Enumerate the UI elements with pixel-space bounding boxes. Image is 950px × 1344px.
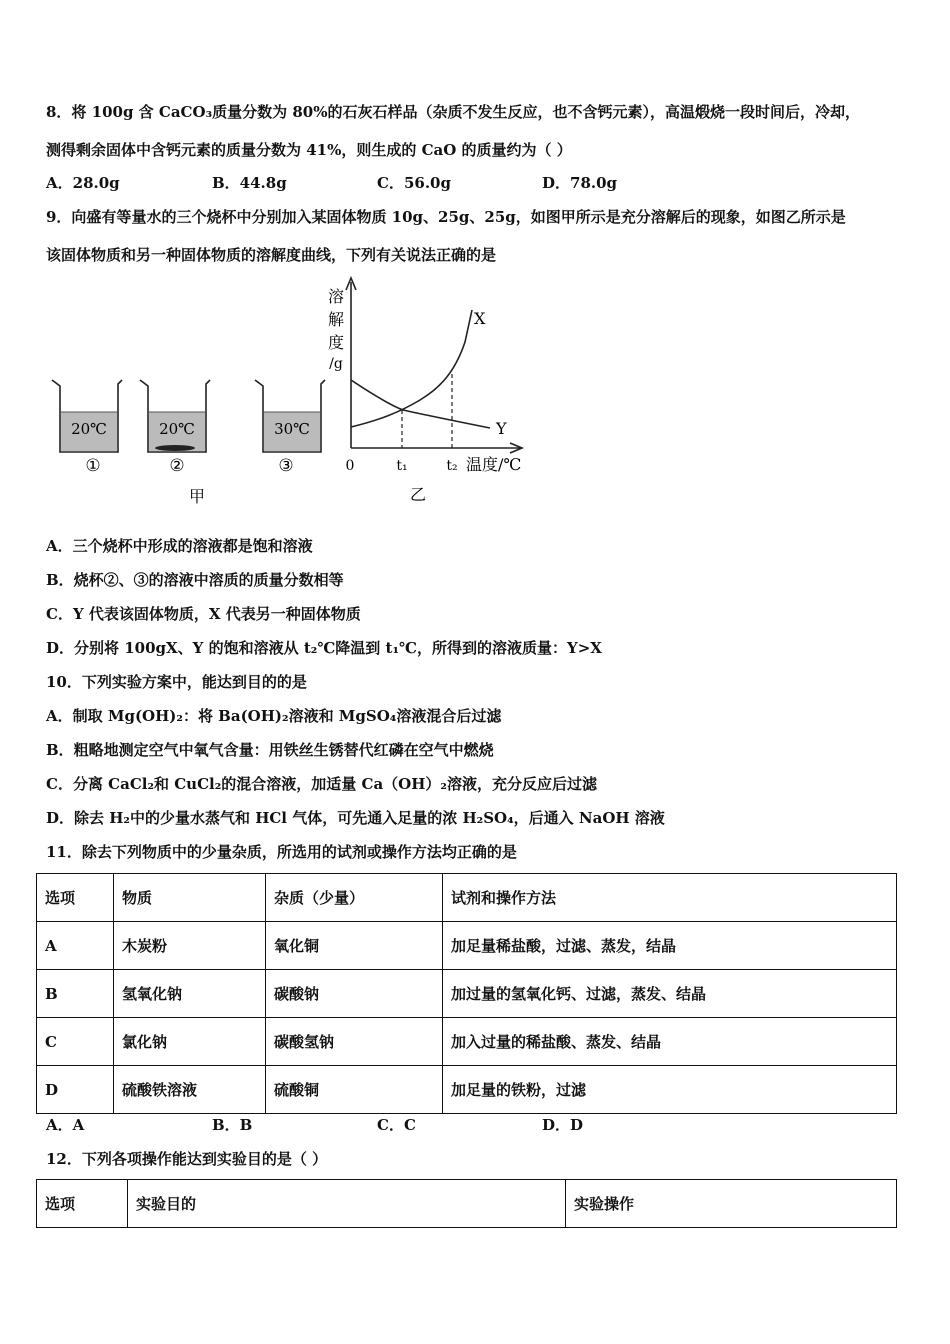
q8-option-d: D．78.0g xyxy=(542,174,618,192)
y-label-unit: /g xyxy=(329,356,343,372)
beaker-3-temp: 30℃ xyxy=(274,420,310,438)
q9-stem-line1: 9．向盛有等量水的三个烧杯中分别加入某固体物质 10g、25g、25g，如图甲所示是充分溶解后的现象，如图乙所示是 xyxy=(46,208,846,226)
q12-stem: 12．下列各项操作能达到实验目的是（ ） xyxy=(46,1150,328,1168)
table-row xyxy=(37,1066,897,1114)
q10-option-c: C．分离 CaCl₂和 CuCl₂的混合溶液，加适量 Ca（OH）₂溶液，充分反应后过滤 xyxy=(46,775,597,793)
q8-option-b: B．44.8g xyxy=(212,174,287,192)
q9-option-b: B．烧杯②、③的溶液中溶质的质量分数相等 xyxy=(46,571,344,589)
table-cell: 碳酸钠 xyxy=(266,970,443,1018)
curve-y-label: Y xyxy=(496,419,507,438)
caption-jia: 甲 xyxy=(188,487,206,506)
table-header-cell: 杂质（少量） xyxy=(266,874,443,922)
q9-option-c: C．Y 代表该固体物质，X 代表另一种固体物质 xyxy=(46,605,361,623)
q10-option-d: D．除去 H₂中的少量水蒸气和 HCl 气体，可先通入足量的浓 H₂SO₄，后通入 NaOH 溶液 xyxy=(46,809,665,827)
q8-option-a: A．28.0g xyxy=(46,174,120,192)
origin-label: 0 xyxy=(345,458,355,474)
undissolved-solid xyxy=(155,445,195,451)
q11-stem: 11．除去下列物质中的少量杂质，所选用的试剂或操作方法均正确的是 xyxy=(46,843,517,861)
table-header-cell: 实验目的 xyxy=(128,1180,566,1228)
beaker-3-label: ③ xyxy=(278,456,294,476)
beaker-1-label: ① xyxy=(85,456,101,476)
q8-stem-line1: 8．将 100g 含 CaCO₃质量分数为 80%的石灰石样品（杂质不发生反应，也不含钙元素），高温煅烧一段时间后，冷却， xyxy=(46,103,860,121)
y-label-char-2: 解 xyxy=(327,310,345,329)
table-header-cell: 选项 xyxy=(37,1180,128,1228)
table-header-cell: 选项 xyxy=(37,874,114,922)
table-cell: 加足量的铁粉，过滤 xyxy=(443,1066,897,1114)
t2-label: t₂ xyxy=(446,458,458,474)
q8-option-c: C．56.0g xyxy=(377,174,451,192)
table-row xyxy=(37,922,897,970)
q10-option-a: A．制取 Mg(OH)₂：将 Ba(OH)₂溶液和 MgSO₄溶液混合后过滤 xyxy=(46,707,502,725)
table-cell: 木炭粉 xyxy=(114,922,266,970)
t1-label: t₁ xyxy=(396,458,408,474)
q11-option-c: C．C xyxy=(377,1116,416,1134)
q11-table xyxy=(36,873,897,1114)
q9-figure xyxy=(0,272,950,512)
q9-stem-line2: 该固体物质和另一种固体物质的溶解度曲线，下列有关说法正确的是 xyxy=(46,246,497,264)
table-cell: 氯化钠 xyxy=(114,1018,266,1066)
y-label-char-3: 度 xyxy=(327,333,345,352)
table-cell: 氧化铜 xyxy=(266,922,443,970)
table-cell: 硫酸铁溶液 xyxy=(114,1066,266,1114)
table-row xyxy=(37,1018,897,1066)
table-cell: A xyxy=(37,922,114,970)
beaker-2 xyxy=(140,380,210,476)
table-header-cell: 物质 xyxy=(114,874,266,922)
table-cell: B xyxy=(37,970,114,1018)
table-header-row xyxy=(37,1180,897,1228)
curve-x xyxy=(351,310,472,427)
q11-option-d: D．D xyxy=(542,1116,584,1134)
table-row xyxy=(37,970,897,1018)
q12-table xyxy=(36,1179,897,1228)
table-header-row xyxy=(37,874,897,922)
beaker-2-temp: 20℃ xyxy=(159,420,195,438)
table-header-cell: 试剂和操作方法 xyxy=(443,874,897,922)
beaker-1-temp: 20℃ xyxy=(71,420,107,438)
y-label-char-1: 溶 xyxy=(327,287,345,306)
table-cell: 加过量的氢氧化钙、过滤，蒸发、结晶 xyxy=(443,970,897,1018)
table-cell: C xyxy=(37,1018,114,1066)
table-cell: 加入过量的稀盐酸、蒸发、结晶 xyxy=(443,1018,897,1066)
q9-option-d: D．分别将 100gX、Y 的饱和溶液从 t₂℃降温到 t₁℃，所得到的溶液质量：Y>X xyxy=(46,639,602,657)
caption-yi: 乙 xyxy=(409,485,427,504)
q8-stem-line2: 测得剩余固体中含钙元素的质量分数为 41%，则生成的 CaO 的质量约为（ ） xyxy=(46,141,572,159)
q11-option-a: A．A xyxy=(46,1116,85,1134)
q10-stem: 10．下列实验方案中，能达到目的的是 xyxy=(46,673,307,691)
q10-option-b: B．粗略地测定空气中氧气含量：用铁丝生锈替代红磷在空气中燃烧 xyxy=(46,741,494,759)
table-header-cell: 实验操作 xyxy=(566,1180,897,1228)
curve-x-label: X xyxy=(474,309,486,328)
beaker-2-label: ② xyxy=(169,456,185,476)
q9-option-a: A．三个烧杯中形成的溶液都是饱和溶液 xyxy=(46,537,313,555)
x-axis-label: 温度/℃ xyxy=(466,455,522,474)
table-cell: 碳酸氢钠 xyxy=(266,1018,443,1066)
table-cell: D xyxy=(37,1066,114,1114)
beaker-3 xyxy=(255,380,325,476)
table-cell: 加足量稀盐酸，过滤、蒸发，结晶 xyxy=(443,922,897,970)
table-cell: 硫酸铜 xyxy=(266,1066,443,1114)
table-cell: 氢氧化钠 xyxy=(114,970,266,1018)
solubility-graph xyxy=(328,278,522,504)
beaker-1 xyxy=(52,380,122,476)
q11-option-b: B．B xyxy=(212,1116,253,1134)
